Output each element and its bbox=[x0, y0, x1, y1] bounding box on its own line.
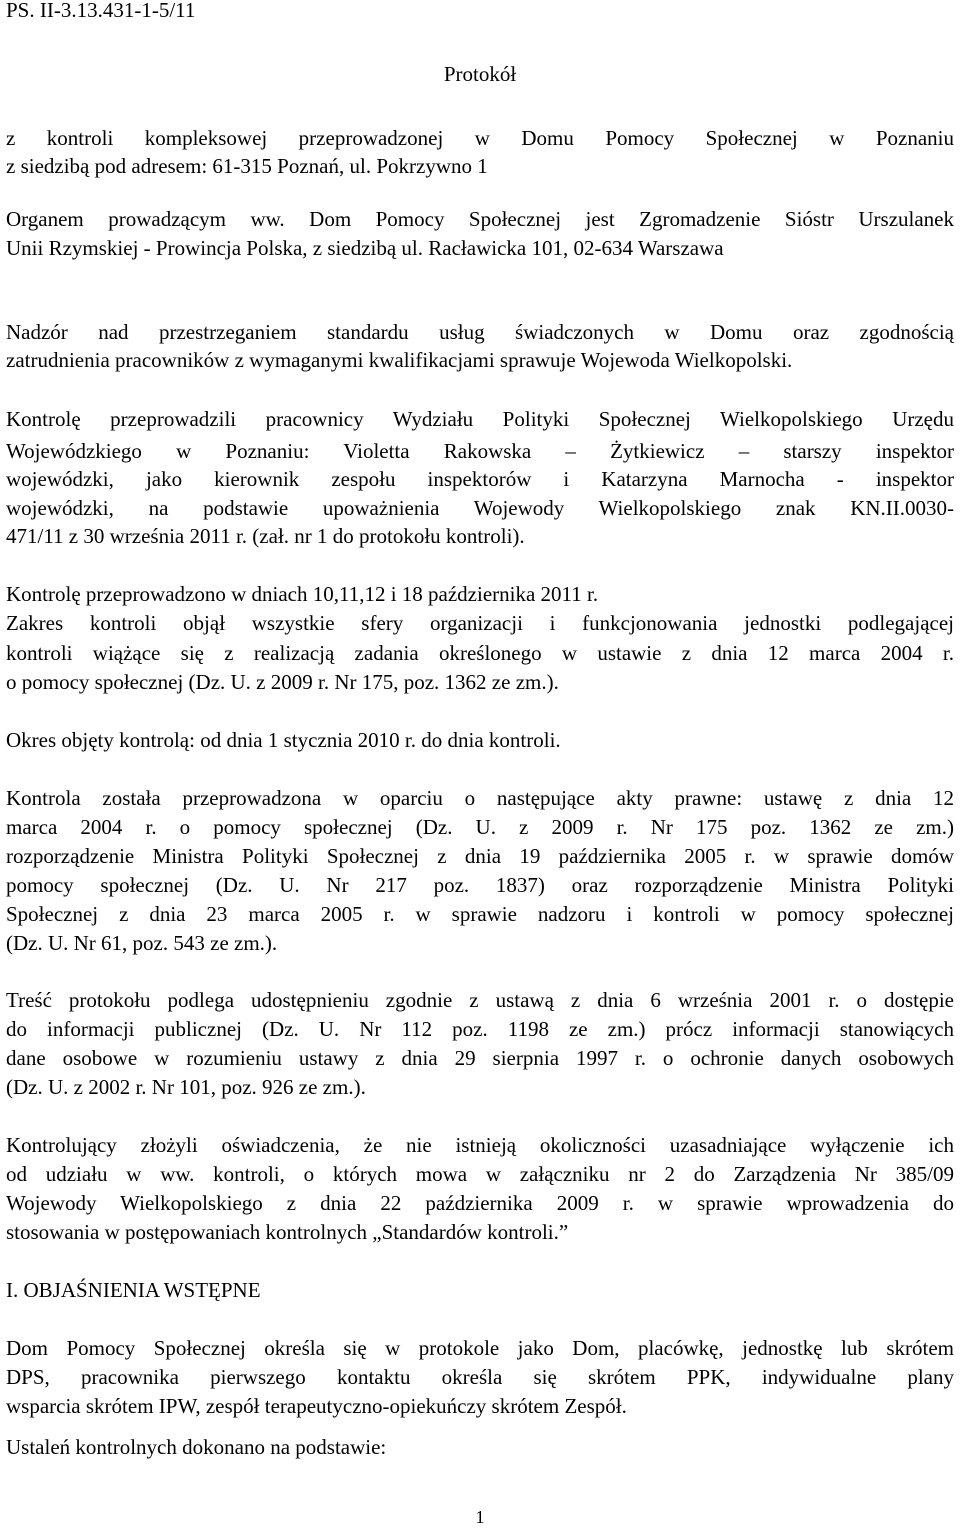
paragraph-line: kontroli wiążące się z realizacją zadania określonego w ustawie z dnia 12 marca 2004 r. bbox=[6, 641, 954, 665]
paragraph-line: Kontrolę przeprowadzili pracownicy Wydziału Polityki Społecznej Wielkopolskiego Urzędu bbox=[6, 407, 954, 431]
paragraph-line: Organem prowadzącym ww. Dom Pomocy Społecznej jest Zgromadzenie Sióstr Urszulanek bbox=[6, 207, 954, 231]
paragraph-line: Kontrolę przeprowadzono w dniach 10,11,12 i 18 października 2011 r. bbox=[6, 582, 599, 606]
paragraph-line: od udziału w ww. kontroli, o których mowa w załączniku nr 2 do Zarządzenia Nr 385/09 bbox=[6, 1162, 954, 1186]
paragraph-line: rozporządzenie Ministra Polityki Społecznej z dnia 19 października 2005 r. w sprawie domów bbox=[6, 844, 954, 868]
paragraph-line: Kontrola została przeprowadzona w oparciu o następujące akty prawne: ustawę z dnia 12 bbox=[6, 786, 954, 810]
document-reference: PS. II-3.13.431-1-5/11 bbox=[6, 0, 196, 22]
paragraph-line: Unii Rzymskiej - Prowincja Polska, z siedzibą ul. Racławicka 101, 02-634 Warszawa bbox=[6, 236, 724, 260]
paragraph-line: Zakres kontroli objął wszystkie sfery organizacji i funkcjonowania jednostki podlegającej bbox=[6, 611, 954, 635]
paragraph-line: o pomocy społecznej (Dz. U. z 2009 r. Nr 175, poz. 1362 ze zm.). bbox=[6, 670, 559, 694]
paragraph-line: do informacji publicznej (Dz. U. Nr 112 poz. 1198 ze zm.) prócz informacji stanowiących bbox=[6, 1017, 954, 1041]
paragraph-line: wsparcia skrótem IPW, zespół terapeutyczno-opiekuńczy skrótem Zespół. bbox=[6, 1394, 627, 1418]
page-number: 1 bbox=[475, 1507, 485, 1527]
paragraph-line: Ustaleń kontrolnych dokonano na podstawie: bbox=[6, 1435, 387, 1459]
paragraph-line: stosowania w postępowaniach kontrolnych „Standardów kontroli.” bbox=[6, 1220, 569, 1244]
paragraph-line: wojewódzki, na podstawie upoważnienia Wojewody Wielkopolskiego znak KN.II.0030- bbox=[6, 496, 954, 520]
paragraph-line: dane osobowe w rozumieniu ustawy z dnia 29 sierpnia 1997 r. o ochronie danych osobowych bbox=[6, 1046, 954, 1070]
paragraph-line: wojewódzki, jako kierownik zespołu inspektorów i Katarzyna Marnocha - inspektor bbox=[6, 467, 954, 491]
paragraph-line: pomocy społecznej (Dz. U. Nr 217 poz. 1837) oraz rozporządzenie Ministra Polityki bbox=[6, 873, 954, 897]
paragraph-line: Wojewódzkiego w Poznaniu: Violetta Rakowska – Żytkiewicz – starszy inspektor bbox=[6, 439, 954, 463]
paragraph-line: z siedzibą pod adresem: 61-315 Poznań, ul. Pokrzywno 1 bbox=[6, 154, 488, 178]
paragraph-line: zatrudnienia pracowników z wymaganymi kwalifikacjami sprawuje Wojewoda Wielkopolski. bbox=[6, 348, 793, 372]
paragraph-line: 471/11 z 30 września 2011 r. (zał. nr 1 do protokołu kontroli). bbox=[6, 524, 525, 548]
paragraph-line: (Dz. U. z 2002 r. Nr 101, poz. 926 ze zm.). bbox=[6, 1075, 366, 1099]
document-title: Protokół bbox=[443, 62, 517, 86]
paragraph-line: Kontrolujący złożyli oświadczenia, że nie istnieją okoliczności uzasadniające wyłączenie ich bbox=[6, 1133, 954, 1157]
section-heading: I. OBJAŚNIENIA WSTĘPNE bbox=[6, 1278, 261, 1302]
paragraph-line: Treść protokołu podlega udostępnieniu zgodnie z ustawą z dnia 6 września 2001 r. o dostępie bbox=[6, 988, 954, 1012]
paragraph-line: marca 2004 r. o pomocy społecznej (Dz. U. z 2009 r. Nr 175 poz. 1362 ze zm.) bbox=[6, 815, 954, 839]
paragraph-line: DPS, pracownika pierwszego kontaktu określa się skrótem PPK, indywidualne plany bbox=[6, 1365, 954, 1389]
paragraph-line: Społecznej z dnia 23 marca 2005 r. w sprawie nadzoru i kontroli w pomocy społecznej bbox=[6, 902, 954, 926]
paragraph-line: (Dz. U. Nr 61, poz. 543 ze zm.). bbox=[6, 931, 278, 955]
paragraph-line: Okres objęty kontrolą: od dnia 1 stycznia 2010 r. do dnia kontroli. bbox=[6, 728, 561, 752]
paragraph-line: z kontroli kompleksowej przeprowadzonej w Domu Pomocy Społecznej w Poznaniu bbox=[6, 126, 954, 150]
paragraph-line: Wojewody Wielkopolskiego z dnia 22 października 2009 r. w sprawie wprowadzenia do bbox=[6, 1191, 954, 1215]
paragraph-line: Dom Pomocy Społecznej określa się w protokole jako Dom, placówkę, jednostkę lub skrótem bbox=[6, 1336, 954, 1360]
paragraph-line: Nadzór nad przestrzeganiem standardu usług świadczonych w Domu oraz zgodnością bbox=[6, 320, 954, 344]
